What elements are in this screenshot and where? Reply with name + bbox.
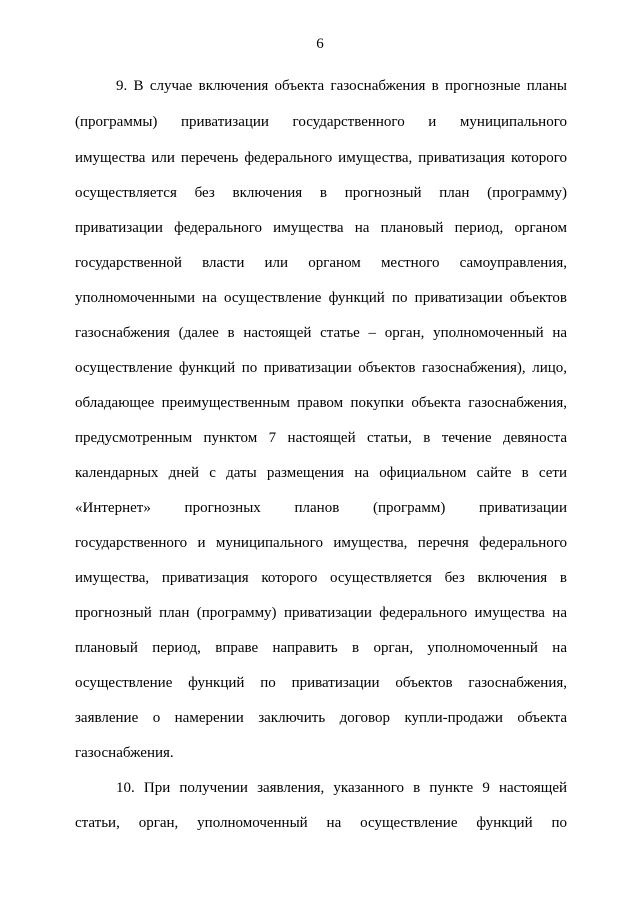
paragraph-9-line: имущества, приватизация которого осуществляется без включения в [75,570,567,586]
paragraph-9-line: осуществление функций по приватизации объектов газоснабжения), лицо, [75,360,567,376]
paragraph-9-line: осуществление функций по приватизации объектов газоснабжения, [75,675,567,691]
paragraph-10-line: статьи, орган, уполномоченный на осуществление функций по [75,815,567,831]
paragraph-9-line: 9. В случае включения объекта газоснабжения в прогнозные планы [116,78,567,94]
paragraph-9-line: газоснабжения (далее в настоящей статье – орган, уполномоченный на [75,325,567,341]
paragraph-9-line: «Интернет» прогнозных планов (программ) приватизации [75,500,567,516]
paragraph-9-line: (программы) приватизации государственного и муниципального [75,114,567,130]
page-number: 6 [316,36,324,52]
paragraph-9-line: календарных дней с даты размещения на официальном сайте в сети [75,465,567,481]
paragraph-9-line: осуществляется без включения в прогнозный план (программу) [75,185,567,201]
paragraph-9-line: приватизации федерального имущества на плановый период, органом [75,220,567,236]
paragraph-9-line: имущества или перечень федерального имущества, приватизация которого [75,150,567,166]
paragraph-9-last-line: газоснабжения. [75,745,174,761]
paragraph-9-line: прогнозный план (программу) приватизации федерального имущества на [75,605,567,621]
paragraph-9-line: государственного и муниципального имущества, перечня федерального [75,535,567,551]
paragraph-9-line: заявление о намерении заключить договор купли-продажи объекта [75,710,567,726]
paragraph-9-line: предусмотренным пунктом 7 настоящей статьи, в течение девяноста [75,430,567,446]
paragraph-9-line: плановый период, вправе направить в орган, уполномоченный на [75,640,567,656]
paragraph-9-line: уполномоченными на осуществление функций по приватизации объектов [75,290,567,306]
paragraph-9-line: государственной власти или органом местного самоуправления, [75,255,567,271]
paragraph-9-line: обладающее преимущественным правом покупки объекта газоснабжения, [75,395,567,411]
paragraph-10-line: 10. При получении заявления, указанного в пункте 9 настоящей [116,780,567,796]
